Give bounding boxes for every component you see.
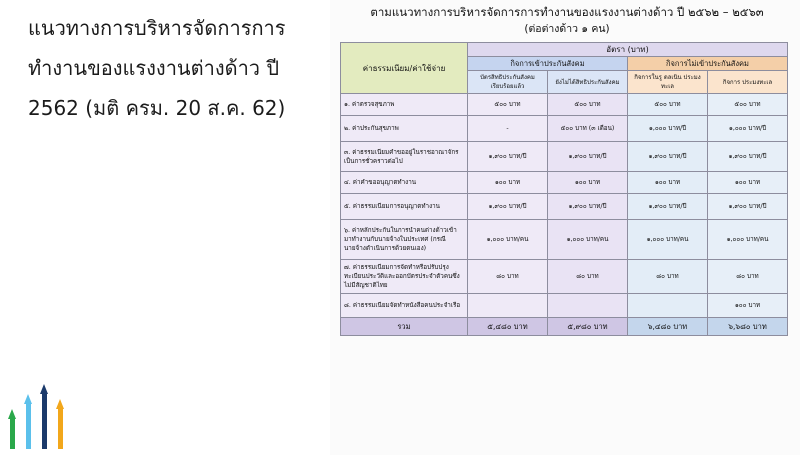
header-fee-column: ค่าธรรมเนียม/ค่าใช้จ่าย — [341, 43, 468, 94]
row-value: - — [468, 116, 548, 142]
row-value: ๘๐ บาท — [468, 260, 548, 294]
row-value: ๕๐๐ บาท — [468, 94, 548, 116]
document-panel — [330, 0, 800, 455]
row-value: ๘๐ บาท — [628, 260, 708, 294]
row-value: ๑๐๐ บาท — [628, 172, 708, 194]
row-value: ๑,๙๐๐ บาท/ปี — [708, 142, 788, 172]
table-row — [341, 116, 788, 142]
row-value — [548, 294, 628, 318]
row-label: ๕. ค่าธรรมเนียมการอนุญาตทำงาน — [341, 194, 468, 220]
row-label: ๔. ค่าคำขออนุญาตทำงาน — [341, 172, 468, 194]
row-value: ๑๐๐ บาท — [708, 294, 788, 318]
row-value: ๑,๙๐๐ บาท/ปี — [628, 194, 708, 220]
table-row — [341, 294, 788, 318]
row-value: ๘๐ บาท — [708, 260, 788, 294]
header-rate-group: อัตรา (บาท) — [468, 43, 788, 57]
header-row-1 — [341, 43, 788, 57]
total-value: ๕,๔๘๐ บาท — [468, 318, 548, 336]
header-subcol-4: กิจการ ประมงทะเล — [708, 71, 788, 94]
table-row — [341, 172, 788, 194]
header-subcol-2: ยังไม่ได้สิทธิประกันสังคม — [548, 71, 628, 94]
fee-table-body — [341, 94, 788, 336]
table-row — [341, 220, 788, 260]
row-value — [628, 294, 708, 318]
row-value: ๑๐๐ บาท — [548, 172, 628, 194]
total-label: รวม — [341, 318, 468, 336]
table-row — [341, 194, 788, 220]
row-value: ๕๐๐ บาท — [628, 94, 708, 116]
decorative-arrows — [8, 379, 128, 449]
fee-table-head — [341, 43, 788, 94]
fee-table-wrapper — [340, 42, 788, 336]
document-heading — [342, 4, 792, 38]
total-value: ๕,๙๘๐ บาท — [548, 318, 628, 336]
row-value: ๘๐ บาท — [548, 260, 628, 294]
page-title: แนวทางการบริหารจัดการการทำงานของแรงงานต่างด้าว ปี 2562 (มติ ครม. 20 ส.ค. 62) — [28, 16, 286, 120]
row-label: ๗. ค่าธรรมเนียมการจัดทำหรือปรับปรุงทะเบียนประวัติและออกบัตรประจำตัวคนซึ่งไม่มีสัญชาติไทย — [341, 260, 468, 294]
row-value: ๕๐๐ บาท — [548, 94, 628, 116]
row-label: ๖. ค่าหลักประกันในการนำคนต่างด้าวเข้ามาทำงานกับนายจ้างในประเทศ (กรณีนายจ้างดำเนินการด้วยตนเอง) — [341, 220, 468, 260]
row-value: ๑,๐๐๐ บาท/ปี — [628, 116, 708, 142]
total-value: ๖,๔๘๐ บาท — [628, 318, 708, 336]
row-value: ๑,๙๐๐ บาท/ปี — [628, 142, 708, 172]
row-value: ๑,๐๐๐ บาท/คน — [708, 220, 788, 260]
table-row — [341, 94, 788, 116]
header-subcol-3: กิจการในรู ดลเนิน ประมงทะเล — [628, 71, 708, 94]
row-label: ๒. ค่าประกันสุขภาพ — [341, 116, 468, 142]
table-row — [341, 142, 788, 172]
fee-table — [340, 42, 788, 336]
table-total-row — [341, 318, 788, 336]
row-value: ๕๐๐ บาท (๓ เดือน) — [548, 116, 628, 142]
header-group-nonsso: กิจการไม่เข้าประกันสังคม — [628, 57, 788, 71]
total-value: ๖,๖๘๐ บาท — [708, 318, 788, 336]
document-heading-line2: (ต่อต่างด้าว ๑ คน) — [524, 23, 610, 35]
table-row — [341, 260, 788, 294]
row-value: ๑,๐๐๐ บาท/คน — [548, 220, 628, 260]
row-value: ๑,๐๐๐ บาท/คน — [628, 220, 708, 260]
header-subcol-1: บัตรสิทธิประกันสังคมเรียบร้อยแล้ว — [468, 71, 548, 94]
row-value: ๑,๙๐๐ บาท/ปี — [468, 142, 548, 172]
row-value: ๑,๙๐๐ บาท/ปี — [708, 194, 788, 220]
row-value: ๑,๙๐๐ บาท/ปี — [468, 194, 548, 220]
slide-left-panel — [0, 0, 330, 455]
row-value — [468, 294, 548, 318]
row-value: ๕๐๐ บาท — [708, 94, 788, 116]
row-value: ๑๐๐ บาท — [468, 172, 548, 194]
row-value: ๑๐๐ บาท — [708, 172, 788, 194]
row-label: ๓. ค่าธรรมเนียมคำขออยู่ในราชอาณาจักรเป็นการชั่วคราวต่อไป — [341, 142, 468, 172]
row-label: ๘. ค่าธรรมเนียมจัดทำหนังสือคนประจำเรือ — [341, 294, 468, 318]
document-heading-line1: ตามแนวทางการบริหารจัดการการทำงานของแรงงานต่างด้าว ปี ๒๕๖๒ – ๒๕๖๓ — [370, 5, 764, 19]
row-value: ๑,๙๐๐ บาท/ปี — [548, 142, 628, 172]
header-group-sso: กิจการเข้าประกันสังคม — [468, 57, 628, 71]
row-value: ๑,๙๐๐ บาท/ปี — [548, 194, 628, 220]
row-value: ๑,๐๐๐ บาท/ปี — [708, 116, 788, 142]
row-label: ๑. ค่าตรวจสุขภาพ — [341, 94, 468, 116]
row-value: ๑,๐๐๐ บาท/คน — [468, 220, 548, 260]
